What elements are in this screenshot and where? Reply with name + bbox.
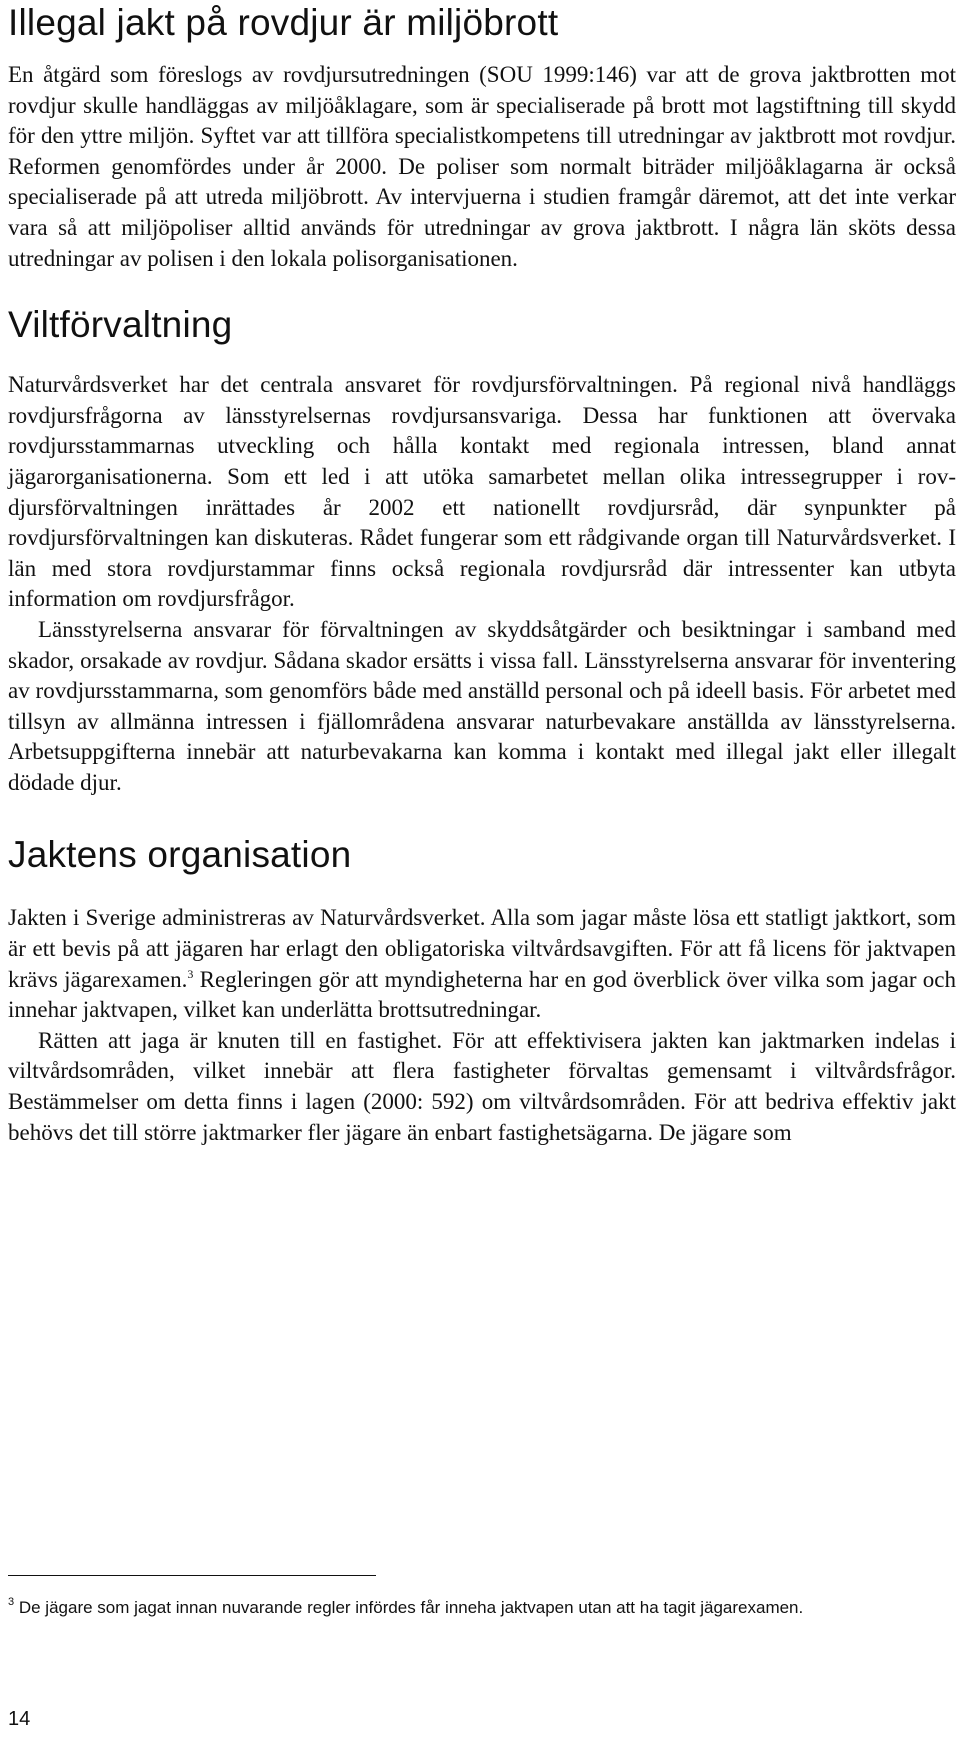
footnote-text: De jägare som jagat innan nuvarande regler infördes får inneha jaktvapen utan att ha tagit jägarexamen. <box>14 1598 804 1617</box>
footnote-number: 3 <box>8 1596 15 1608</box>
footnote <box>8 1594 938 1621</box>
paragraph-text-after-ref: Regleringen gör att myndigheterna har en god överblick över vilka som jagar och innehar jaktvapen, vilket kan underlätta brottsutredningar. <box>8 966 956 1023</box>
footnote-divider <box>8 1575 376 1576</box>
paragraph-naturvardsverket: Naturvårdsverket har det centrala ansvaret för rovdjursförvaltningen. På regional nivå handläggs rovdjursfrågorna av länsstyrelsernas rovdjursansvariga. Dessa har funktionen att övervaka rovdjursstammarnas utveckling och hålla kontakt med regionala intressen, bland annat jägarorganisationerna. Som ett led i att utöka samarbetet mellan olika intressegrupper i rovdjursförvaltningen inrättades år 2002 ett nationellt rovdjursråd, där synpunkter på rovdjursförvaltningen kan diskuteras. Rådet fungerar som ett rådgivande organ till Naturvårdsverket. I län med stora rovdjurstammar finns också regionala rovdjursråd där intressenter kan utbyta information om rovdjursfrågor. <box>8 372 956 612</box>
paragraph-lansstyrelserna: Länsstyrelserna ansvarar för förvaltningen av skyddsåtgärder och besiktningar i samband med skador, orsakade av rovdjur. Sådana skador ersätts i vissa fall. Länsstyrelserna ansvarar för inventering av rovdjursstammarna, som genomförs både med anställd personal och på ideell basis. För arbetet med tillsyn av allmänna intressen i fjällområdena ansvarar naturbevakare anställda av länsstyrelserna. Arbetsuppgifterna innebär att naturbevakarna kan komma i kontakt med illegal jakt eller illegalt dödade djur. <box>8 616 956 795</box>
document-page <box>8 0 956 1148</box>
section-heading-illegal-jakt: Illegal jakt på rovdjur är miljöbrott <box>8 2 559 43</box>
footnote-reference[interactable]: 3 <box>187 966 194 981</box>
paragraph-ratten-att-jaga: Rätten att jaga är knuten till en fastighet. För att effektivisera jakten kan jaktmarken indelas i viltvårdsområden, vilket innebär att flera fastigheter förvaltas gemensamt i viltvårdsfrågor. Bestämmelser om detta finns i lagen (2000: 592) om viltvårdsområden. För att bedriva effektiv jakt behövs det till större jaktmarker fler jägare än enbart fastighetsägarna. De jägare som <box>8 1027 956 1145</box>
page-number: 14 <box>8 1708 31 1730</box>
paragraph-miljobrott: En åtgärd som föreslogs av rovdjursutredningen (SOU 1999:146) var att de grova jaktbrotten mot rovdjur skulle handläggas av miljöåklagare, som är specialiserade på brott mot lagstiftning till skydd för den yttre miljön. Syftet var att tillföra specialistkompetens till utredningar av jaktbrott mot rovdjur. Reformen genomfördes under år 2000. De poliser som normalt biträder miljöåklagarna är också specialiserade på att utreda miljöbrott. Av intervjuerna i studien framgår däremot, att det inte verkar vara så att miljöpoliser alltid används för utredningar av grova jaktbrott. I några län sköts dessa utredningar av polisen i den lokala polisorganisationen. <box>8 62 956 271</box>
section-heading-jaktens-organisation: Jaktens organisation <box>8 834 352 876</box>
section-heading-viltforvaltning: Viltförvaltning <box>8 304 233 346</box>
paragraph-jakten-i-sverige <box>8 903 956 1025</box>
paragraph-text-before-ref: Jakten i Sverige administreras av Naturvårdsverket. Alla som jagar måste lösa ett statligt jaktkort, som är ett bevis på att jägaren har erlagt den obligatoriska viltvårdsavgiften. För att få licens för jaktvapen krävs jägarexamen. <box>8 905 956 992</box>
